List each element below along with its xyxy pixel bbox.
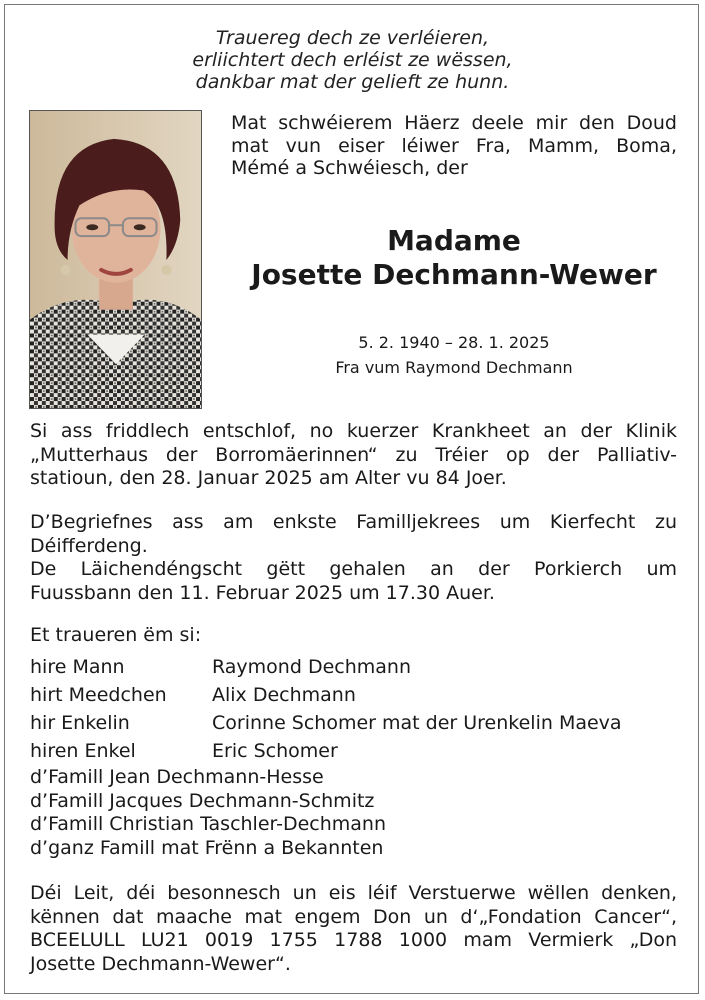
spouse-line: Fra vum Raymond Dechmann	[335, 358, 573, 377]
intro-line: Mat schwéierem Häerz deele mir den Doud	[231, 112, 677, 134]
intro-line: Mémé a Schwéiesch, der	[231, 157, 468, 179]
life-dates: 5. 2. 1940 – 28. 1. 2025	[358, 333, 550, 352]
funeral-line: Déifferdeng.	[30, 534, 148, 557]
mourner-name: Eric Schomer	[212, 740, 338, 763]
funeral-paragraph	[30, 511, 677, 605]
family-line: d’Famill Jean Dechmann-Hesse	[30, 766, 324, 788]
funeral-line: De Läichendéngscht gëtt gehalen an der Porkierch um	[30, 558, 677, 580]
deceased-details	[231, 330, 677, 380]
mourner-row	[30, 738, 677, 766]
donation-line: Déi Leit, déi besonnesch un eis léif Verstuerwe wëllen denken,	[30, 882, 677, 904]
deceased-name: Josette Dechmann-Wewer	[251, 258, 657, 291]
mourner-name: Corinne Schomer mat der Urenkelin Maeva	[212, 712, 622, 735]
deceased-title: Madame	[387, 224, 521, 257]
mourner-relation: hirt Meedchen	[30, 684, 167, 707]
donation-line: Josette Dechmann-Wewer“.	[30, 952, 291, 975]
memorial-quote	[0, 27, 705, 93]
mourner-relation: hire Mann	[30, 656, 125, 679]
mourner-row	[30, 710, 677, 738]
quote-line: dankbar mat der gelieft ze hunn.	[195, 71, 510, 93]
mourner-relation: hiren Enkel	[30, 740, 136, 763]
donation-paragraph	[30, 882, 677, 976]
quote-line: erliichtert dech erléist ze wëssen,	[192, 49, 513, 71]
announcement-paragraph	[30, 420, 677, 491]
deceased-name-block	[231, 224, 677, 292]
mourners-section	[30, 624, 677, 860]
quote-line: Trauereg dech ze verléieren,	[215, 27, 490, 49]
family-line: d’Famill Christian Taschler-Dechmann	[30, 813, 387, 835]
announcement-line: statioun, den 28. Januar 2025 am Alter vu 84 Joer.	[30, 467, 507, 489]
mourner-row	[30, 682, 677, 710]
donation-line: BCEELULL LU21 0019 1755 1788 1000 mam Vermierk „Don	[30, 929, 677, 951]
mourner-row	[30, 654, 677, 682]
donation-line: kënnen dat maache mat engem Don un d‘„Fondation Cancer“,	[30, 905, 677, 928]
funeral-line: Fuussbann den 11. Februar 2025 um 17.30 Auer.	[30, 581, 495, 604]
intro-line: mat vun eiser léiwer Fra, Mamm, Boma,	[231, 134, 677, 157]
mourner-name: Alix Dechmann	[212, 684, 356, 707]
announcement-line: „Mutterhaus der Borromäerinnen“ zu Tréier op der Palliativ-	[30, 443, 677, 466]
mourner-relation: hir Enkelin	[30, 712, 130, 735]
family-line: d’ganz Famill mat Frënn a Bekannten	[30, 836, 384, 859]
announcement-line: Si ass friddlech entschlof, no kuerzer Krankheet an der Klinik	[30, 420, 677, 442]
family-line: d’Famill Jacques Dechmann-Schmitz	[30, 789, 375, 812]
funeral-line: D’Begriefnes ass am enkste Familljekrees um Kierfecht zu	[30, 511, 677, 533]
mourners-heading: Et traueren ëm si:	[30, 624, 202, 646]
intro-text	[231, 112, 677, 180]
portrait-photo	[29, 110, 202, 409]
mourner-name: Raymond Dechmann	[212, 656, 411, 679]
